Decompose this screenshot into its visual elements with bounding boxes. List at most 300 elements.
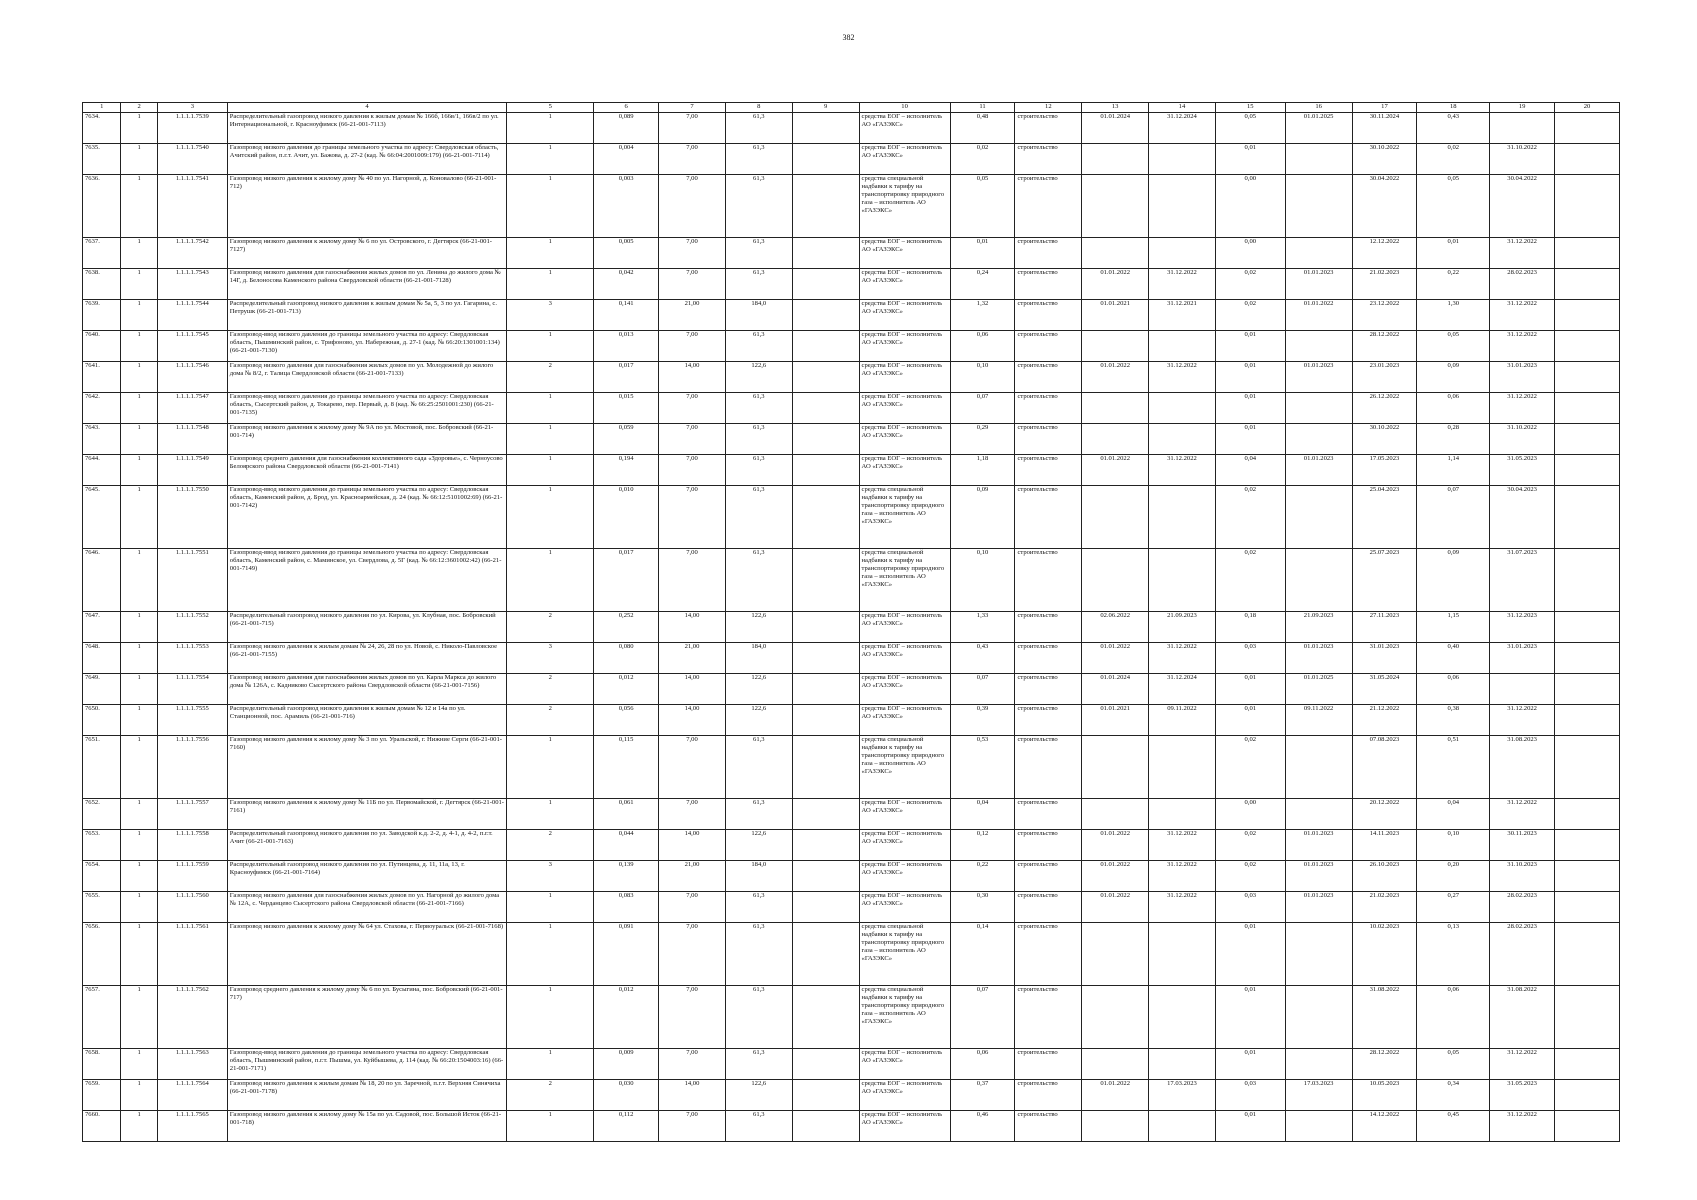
cell-object-code: 1.1.1.1.7540 — [157, 144, 227, 175]
cell-col-19: 31.12.2022 — [1490, 331, 1555, 362]
cell-col-5: 1 — [507, 424, 594, 455]
cell-col-16 — [1285, 986, 1352, 1049]
cell-col-8: 61,3 — [725, 486, 792, 549]
cell-row-number: 7657. — [83, 986, 121, 1049]
column-header: 9 — [792, 103, 859, 113]
cell-col-9 — [792, 1049, 859, 1080]
cell-col-8: 61,3 — [725, 1111, 792, 1142]
cell-col-5: 1 — [507, 269, 594, 300]
cell-col-16: 01.01.2023 — [1285, 362, 1352, 393]
cell-col-7: 7,00 — [659, 549, 726, 612]
cell-col-9 — [792, 643, 859, 674]
cell-col-5: 3 — [507, 643, 594, 674]
cell-col-8: 61,3 — [725, 892, 792, 923]
cell-col-14 — [1149, 331, 1216, 362]
cell-col-13 — [1082, 549, 1149, 612]
cell-col-17: 23.12.2022 — [1352, 300, 1417, 331]
table-row — [83, 300, 1620, 331]
cell-col-17: 30.10.2022 — [1352, 144, 1417, 175]
cell-col-11: 0,02 — [950, 144, 1015, 175]
cell-col-9 — [792, 1080, 859, 1111]
cell-object-name: Газопровод низкого давления для газоснабжения жилых домов по ул. Молодежной до жилого дома № 8/2, г. Талица Свердловской области (66-21-001-7133) — [227, 362, 506, 393]
cell-col-2: 1 — [121, 861, 157, 892]
cell-col-17: 21.02.2023 — [1352, 892, 1417, 923]
cell-col-16 — [1285, 923, 1352, 986]
cell-col-17: 21.02.2023 — [1352, 269, 1417, 300]
cell-col-7: 14,00 — [659, 362, 726, 393]
cell-col-5: 2 — [507, 612, 594, 643]
cell-col-18: 0,28 — [1417, 424, 1490, 455]
cell-col-7: 14,00 — [659, 674, 726, 705]
cell-col-8: 61,3 — [725, 175, 792, 238]
cell-col-2: 1 — [121, 549, 157, 612]
cell-col-8: 61,3 — [725, 424, 792, 455]
cell-col-2: 1 — [121, 736, 157, 799]
cell-col-20 — [1555, 113, 1620, 144]
cell-col-20 — [1555, 892, 1620, 923]
cell-col-20 — [1555, 674, 1620, 705]
cell-col-19: 31.12.2022 — [1490, 1049, 1555, 1080]
cell-col-6: 0,252 — [594, 612, 659, 643]
cell-col-19: 31.08.2023 — [1490, 736, 1555, 799]
column-header: 8 — [725, 103, 792, 113]
cell-col-8: 61,3 — [725, 144, 792, 175]
cell-col-20 — [1555, 830, 1620, 861]
cell-funding-source: средства специальной надбавки к тарифу на транспортировку природного газа – исполнитель АО «ГАЗЭКС» — [859, 923, 950, 986]
cell-col-8: 61,3 — [725, 269, 792, 300]
cell-row-number: 7641. — [83, 362, 121, 393]
cell-col-17: 14.12.2022 — [1352, 1111, 1417, 1142]
cell-col-15: 0,02 — [1215, 549, 1285, 612]
cell-work-type: строительство — [1015, 424, 1082, 455]
cell-col-8: 184,0 — [725, 861, 792, 892]
cell-col-20 — [1555, 736, 1620, 799]
cell-col-2: 1 — [121, 238, 157, 269]
cell-col-13 — [1082, 486, 1149, 549]
cell-col-8: 61,3 — [725, 455, 792, 486]
cell-col-18: 0,22 — [1417, 269, 1490, 300]
cell-col-6: 0,089 — [594, 113, 659, 144]
cell-col-18: 0,06 — [1417, 674, 1490, 705]
cell-col-11: 0,07 — [950, 986, 1015, 1049]
cell-col-11: 0,10 — [950, 362, 1015, 393]
cell-object-code: 1.1.1.1.7549 — [157, 455, 227, 486]
cell-col-20 — [1555, 300, 1620, 331]
cell-object-name: Газопровод низкого давления к жилым домам № 24, 26, 28 по ул. Новой, с. Николо-Павловское (66-21-001-7155) — [227, 643, 506, 674]
cell-col-18: 0,27 — [1417, 892, 1490, 923]
cell-col-11: 0,04 — [950, 799, 1015, 830]
cell-col-7: 7,00 — [659, 393, 726, 424]
cell-col-20 — [1555, 455, 1620, 486]
cell-col-8: 122,6 — [725, 362, 792, 393]
cell-row-number: 7636. — [83, 175, 121, 238]
cell-col-15: 0,01 — [1215, 393, 1285, 424]
cell-col-11: 0,39 — [950, 705, 1015, 736]
cell-col-9 — [792, 861, 859, 892]
cell-col-18: 0,06 — [1417, 986, 1490, 1049]
cell-col-7: 14,00 — [659, 612, 726, 643]
cell-col-16 — [1285, 486, 1352, 549]
cell-work-type: строительство — [1015, 612, 1082, 643]
cell-col-13: 02.06.2022 — [1082, 612, 1149, 643]
cell-col-16: 17.03.2023 — [1285, 1080, 1352, 1111]
cell-work-type: строительство — [1015, 923, 1082, 986]
cell-col-7: 7,00 — [659, 424, 726, 455]
cell-col-2: 1 — [121, 799, 157, 830]
cell-col-14 — [1149, 175, 1216, 238]
cell-col-5: 1 — [507, 799, 594, 830]
cell-col-18: 0,02 — [1417, 144, 1490, 175]
cell-work-type: строительство — [1015, 300, 1082, 331]
cell-col-19: 28.02.2023 — [1490, 892, 1555, 923]
cell-object-name: Газопровод низкого давления к жилым домам № 18, 20 по ул. Заречной, п.г.т. Верхняя Синячиха (66-21-001-7178) — [227, 1080, 506, 1111]
cell-row-number: 7649. — [83, 674, 121, 705]
cell-col-14: 31.12.2022 — [1149, 269, 1216, 300]
cell-col-6: 0,009 — [594, 1049, 659, 1080]
cell-object-name: Газопровод-ввод низкого давления до границы земельного участка по адресу: Свердловская область, Пышминский район, с. Трифоново, ул. Набережная, д. 27-1 (кад. № 66:20:1301001:134) (66-21-001-7130) — [227, 331, 506, 362]
cell-col-16 — [1285, 144, 1352, 175]
cell-col-9 — [792, 923, 859, 986]
cell-col-11: 0,07 — [950, 393, 1015, 424]
cell-col-5: 2 — [507, 1080, 594, 1111]
cell-col-17: 25.07.2023 — [1352, 549, 1417, 612]
cell-col-20 — [1555, 549, 1620, 612]
cell-col-15: 0,01 — [1215, 362, 1285, 393]
cell-col-5: 3 — [507, 861, 594, 892]
cell-funding-source: средства ЕОГ – исполнитель АО «ГАЗЭКС» — [859, 612, 950, 643]
cell-col-7: 7,00 — [659, 175, 726, 238]
cell-row-number: 7658. — [83, 1049, 121, 1080]
cell-col-8: 61,3 — [725, 923, 792, 986]
cell-row-number: 7652. — [83, 799, 121, 830]
cell-col-11: 0,01 — [950, 238, 1015, 269]
cell-col-14: 31.12.2024 — [1149, 674, 1216, 705]
cell-col-11: 0,06 — [950, 1049, 1015, 1080]
cell-col-11: 0,48 — [950, 113, 1015, 144]
cell-col-19: 31.10.2022 — [1490, 144, 1555, 175]
cell-object-name: Газопровод низкого давления к жилому дому № 11Б по ул. Первомайской, г. Дегтярск (66-21-001-7161) — [227, 799, 506, 830]
cell-col-11: 0,46 — [950, 1111, 1015, 1142]
column-header: 20 — [1555, 103, 1620, 113]
cell-col-2: 1 — [121, 331, 157, 362]
cell-work-type: строительство — [1015, 113, 1082, 144]
cell-col-9 — [792, 300, 859, 331]
cell-col-13 — [1082, 393, 1149, 424]
cell-funding-source: средства ЕОГ – исполнитель АО «ГАЗЭКС» — [859, 861, 950, 892]
cell-col-14 — [1149, 393, 1216, 424]
cell-row-number: 7640. — [83, 331, 121, 362]
cell-col-15: 0,02 — [1215, 300, 1285, 331]
cell-col-6: 0,061 — [594, 799, 659, 830]
cell-col-20 — [1555, 331, 1620, 362]
table-row — [83, 486, 1620, 549]
cell-work-type: строительство — [1015, 674, 1082, 705]
column-number-row — [83, 103, 1620, 113]
cell-col-17: 31.08.2022 — [1352, 986, 1417, 1049]
cell-col-9 — [792, 612, 859, 643]
cell-object-name: Распределительный газопровод низкого давления к жилым домам № 5а, 5, 3 по ул. Гагарина, с. Петрушк (66-21-001-713) — [227, 300, 506, 331]
cell-col-16 — [1285, 175, 1352, 238]
cell-col-6: 0,194 — [594, 455, 659, 486]
cell-funding-source: средства ЕОГ – исполнитель АО «ГАЗЭКС» — [859, 113, 950, 144]
cell-col-9 — [792, 549, 859, 612]
cell-col-20 — [1555, 861, 1620, 892]
cell-work-type: строительство — [1015, 705, 1082, 736]
column-header: 17 — [1352, 103, 1417, 113]
cell-object-code: 1.1.1.1.7562 — [157, 986, 227, 1049]
cell-col-8: 61,3 — [725, 1049, 792, 1080]
cell-object-name: Газопровод-ввод низкого давления до границы земельного участка по адресу: Свердловская область, Сысертский район, д. Токарево, пер. Первый, д. 8 (кад. № 66:25:2501001:230) (66-21-001-7135) — [227, 393, 506, 424]
cell-col-2: 1 — [121, 424, 157, 455]
cell-col-14 — [1149, 923, 1216, 986]
cell-col-19 — [1490, 113, 1555, 144]
table-row — [83, 861, 1620, 892]
cell-col-18: 0,13 — [1417, 923, 1490, 986]
cell-col-13 — [1082, 331, 1149, 362]
cell-object-code: 1.1.1.1.7547 — [157, 393, 227, 424]
cell-col-11: 0,10 — [950, 549, 1015, 612]
cell-work-type: строительство — [1015, 269, 1082, 300]
cell-object-code: 1.1.1.1.7554 — [157, 674, 227, 705]
cell-col-18: 0,06 — [1417, 393, 1490, 424]
cell-work-type: строительство — [1015, 362, 1082, 393]
cell-col-5: 2 — [507, 830, 594, 861]
cell-row-number: 7642. — [83, 393, 121, 424]
cell-col-17: 30.10.2022 — [1352, 424, 1417, 455]
cell-col-13: 01.01.2022 — [1082, 643, 1149, 674]
cell-col-13 — [1082, 238, 1149, 269]
cell-col-7: 7,00 — [659, 455, 726, 486]
column-header: 14 — [1149, 103, 1216, 113]
cell-col-2: 1 — [121, 1049, 157, 1080]
cell-col-8: 61,3 — [725, 549, 792, 612]
cell-col-9 — [792, 799, 859, 830]
cell-col-7: 7,00 — [659, 331, 726, 362]
cell-object-code: 1.1.1.1.7561 — [157, 923, 227, 986]
cell-work-type: строительство — [1015, 331, 1082, 362]
cell-col-17: 14.11.2023 — [1352, 830, 1417, 861]
cell-col-18: 1,30 — [1417, 300, 1490, 331]
cell-object-code: 1.1.1.1.7545 — [157, 331, 227, 362]
table-row — [83, 362, 1620, 393]
cell-funding-source: средства специальной надбавки к тарифу на транспортировку природного газа – исполнитель АО «ГАЗЭКС» — [859, 986, 950, 1049]
cell-col-2: 1 — [121, 175, 157, 238]
cell-col-19: 31.10.2023 — [1490, 861, 1555, 892]
cell-col-2: 1 — [121, 455, 157, 486]
cell-col-20 — [1555, 986, 1620, 1049]
cell-col-19 — [1490, 674, 1555, 705]
cell-col-15: 0,01 — [1215, 424, 1285, 455]
cell-col-16 — [1285, 1049, 1352, 1080]
cell-col-5: 1 — [507, 1049, 594, 1080]
cell-col-18: 1,15 — [1417, 612, 1490, 643]
cell-col-11: 0,14 — [950, 923, 1015, 986]
cell-col-20 — [1555, 362, 1620, 393]
cell-col-9 — [792, 830, 859, 861]
cell-col-17: 07.08.2023 — [1352, 736, 1417, 799]
cell-col-18: 0,38 — [1417, 705, 1490, 736]
cell-col-2: 1 — [121, 486, 157, 549]
cell-col-18: 0,04 — [1417, 799, 1490, 830]
cell-col-19: 31.05.2023 — [1490, 1080, 1555, 1111]
table-row — [83, 549, 1620, 612]
column-header: 10 — [859, 103, 950, 113]
cell-col-20 — [1555, 269, 1620, 300]
cell-col-11: 0,29 — [950, 424, 1015, 455]
cell-object-code: 1.1.1.1.7546 — [157, 362, 227, 393]
cell-funding-source: средства ЕОГ – исполнитель АО «ГАЗЭКС» — [859, 331, 950, 362]
cell-col-2: 1 — [121, 986, 157, 1049]
cell-object-name: Газопровод-ввод низкого давления до границы земельного участка по адресу: Свердловская область, Каменский район, д. Брод, ул. Красноармейская, д. 24 (кад. № 66:12:5101002:69) (66-21-001-7142) — [227, 486, 506, 549]
table-row — [83, 923, 1620, 986]
column-header: 19 — [1490, 103, 1555, 113]
cell-funding-source: средства ЕОГ – исполнитель АО «ГАЗЭКС» — [859, 799, 950, 830]
cell-col-14: 31.12.2021 — [1149, 300, 1216, 331]
cell-col-7: 7,00 — [659, 986, 726, 1049]
cell-object-name: Распределительный газопровод низкого давления к жилым домам № 12 и 14а по ул. Станционной, пос. Арамиль (66-21-001-716) — [227, 705, 506, 736]
cell-col-19: 30.04.2022 — [1490, 175, 1555, 238]
cell-col-7: 7,00 — [659, 144, 726, 175]
cell-col-19: 31.01.2023 — [1490, 643, 1555, 674]
cell-col-2: 1 — [121, 269, 157, 300]
cell-col-6: 0,139 — [594, 861, 659, 892]
cell-col-6: 0,042 — [594, 269, 659, 300]
cell-funding-source: средства специальной надбавки к тарифу на транспортировку природного газа – исполнитель АО «ГАЗЭКС» — [859, 736, 950, 799]
cell-col-9 — [792, 144, 859, 175]
cell-col-13 — [1082, 175, 1149, 238]
cell-col-13: 01.01.2022 — [1082, 861, 1149, 892]
cell-object-code: 1.1.1.1.7563 — [157, 1049, 227, 1080]
cell-col-15: 0,01 — [1215, 923, 1285, 986]
cell-col-14: 31.12.2022 — [1149, 861, 1216, 892]
cell-col-5: 2 — [507, 674, 594, 705]
cell-col-13: 01.01.2024 — [1082, 113, 1149, 144]
cell-col-16 — [1285, 424, 1352, 455]
cell-object-name: Газопровод низкого давления до границы земельного участка по адресу: Свердловская область, Ачитский район, п.г.т. Ачит, ул. Бажова, д. 27-2 (кад. № 66:04:2001009:179) (66-21-001-7114) — [227, 144, 506, 175]
cell-col-9 — [792, 1111, 859, 1142]
table-row — [83, 830, 1620, 861]
cell-col-7: 14,00 — [659, 1080, 726, 1111]
cell-col-5: 1 — [507, 986, 594, 1049]
cell-col-9 — [792, 986, 859, 1049]
cell-col-14: 31.12.2024 — [1149, 113, 1216, 144]
cell-object-name: Распределительный газопровод низкого давления по ул. Кирова, ул. Клубная, пос. Бобровский (66-21-001-715) — [227, 612, 506, 643]
cell-funding-source: средства ЕОГ – исполнитель АО «ГАЗЭКС» — [859, 144, 950, 175]
cell-col-18: 0,09 — [1417, 362, 1490, 393]
cell-object-code: 1.1.1.1.7542 — [157, 238, 227, 269]
cell-col-19: 31.07.2023 — [1490, 549, 1555, 612]
cell-work-type: строительство — [1015, 986, 1082, 1049]
cell-object-name: Газопровод низкого давления к жилому дому № 9А по ул. Мостовой, пос. Бобровский (66-21-001-714) — [227, 424, 506, 455]
cell-col-9 — [792, 238, 859, 269]
cell-col-2: 1 — [121, 892, 157, 923]
cell-col-9 — [792, 892, 859, 923]
cell-col-17: 21.12.2022 — [1352, 705, 1417, 736]
cell-col-9 — [792, 113, 859, 144]
cell-work-type: строительство — [1015, 892, 1082, 923]
cell-object-name: Газопровод низкого давления для газоснабжения жилых домов по ул. Карла Маркса до жилого дома № 126А, с. Кадниково Сысертского района Свердловской области (66-21-001-7156) — [227, 674, 506, 705]
cell-work-type: строительство — [1015, 144, 1082, 175]
cell-col-20 — [1555, 643, 1620, 674]
cell-col-18: 0,10 — [1417, 830, 1490, 861]
cell-col-7: 7,00 — [659, 269, 726, 300]
cell-col-15: 0,01 — [1215, 331, 1285, 362]
cell-col-20 — [1555, 705, 1620, 736]
cell-col-2: 1 — [121, 1111, 157, 1142]
cell-row-number: 7638. — [83, 269, 121, 300]
cell-col-8: 61,3 — [725, 238, 792, 269]
cell-col-7: 21,00 — [659, 300, 726, 331]
cell-funding-source: средства специальной надбавки к тарифу на транспортировку природного газа – исполнитель АО «ГАЗЭКС» — [859, 175, 950, 238]
column-header: 7 — [659, 103, 726, 113]
cell-col-13: 01.01.2022 — [1082, 455, 1149, 486]
cell-col-19: 31.12.2022 — [1490, 238, 1555, 269]
cell-col-7: 14,00 — [659, 705, 726, 736]
cell-col-6: 0,056 — [594, 705, 659, 736]
cell-object-name: Распределительный газопровод низкого давления к жилым домам № 166б, 166в/1, 166в/2 по ул. Интернациональной, г. Красноуфимск (66-21-001-7113) — [227, 113, 506, 144]
cell-col-18: 0,07 — [1417, 486, 1490, 549]
cell-col-5: 1 — [507, 144, 594, 175]
cell-col-13 — [1082, 1049, 1149, 1080]
cell-col-15: 0,02 — [1215, 486, 1285, 549]
cell-col-15: 0,03 — [1215, 892, 1285, 923]
cell-col-7: 21,00 — [659, 861, 726, 892]
cell-object-name: Газопровод среднего давления для газоснабжения коллективного сада «Здоровье», с. Черноусово Белоярского района Свердловской области (66-21-001-7141) — [227, 455, 506, 486]
cell-object-name: Газопровод-ввод низкого давления до границы земельного участка по адресу: Свердловская область, Каменский район, с. Маминское, ул. Свердлова, д. 5Г (кад. № 66:12:3601002:42) (66-21-001-7149) — [227, 549, 506, 612]
cell-col-6: 0,091 — [594, 923, 659, 986]
cell-col-18: 0,20 — [1417, 861, 1490, 892]
cell-col-18: 0,34 — [1417, 1080, 1490, 1111]
cell-object-name: Газопровод среднего давления к жилому дому № 6 по ул. Бусыгина, пос. Бобровский (66-21-001-717) — [227, 986, 506, 1049]
column-header: 13 — [1082, 103, 1149, 113]
cell-col-14 — [1149, 986, 1216, 1049]
cell-col-11: 0,53 — [950, 736, 1015, 799]
cell-row-number: 7650. — [83, 705, 121, 736]
cell-funding-source: средства ЕОГ – исполнитель АО «ГАЗЭКС» — [859, 892, 950, 923]
cell-col-20 — [1555, 799, 1620, 830]
cell-col-15: 0,02 — [1215, 830, 1285, 861]
cell-col-14: 31.12.2022 — [1149, 830, 1216, 861]
cell-col-20 — [1555, 612, 1620, 643]
cell-object-code: 1.1.1.1.7560 — [157, 892, 227, 923]
cell-col-6: 0,059 — [594, 424, 659, 455]
cell-col-14 — [1149, 144, 1216, 175]
cell-object-name: Газопровод низкого давления для газоснабжения жилых домов по ул. Нагорной до жилого дома № 12А, с. Черданцево Сысертского района Свердловской области (66-21-001-7166) — [227, 892, 506, 923]
cell-col-16: 09.11.2022 — [1285, 705, 1352, 736]
column-header: 4 — [227, 103, 506, 113]
cell-row-number: 7637. — [83, 238, 121, 269]
cell-object-name: Газопровод низкого давления для газоснабжения жилых домов по ул. Ленина до жилого дома № 14Г, д. Белоносова Каменского района Свердловской области (66-21-001-7128) — [227, 269, 506, 300]
cell-col-18: 1,14 — [1417, 455, 1490, 486]
cell-col-6: 0,141 — [594, 300, 659, 331]
cell-col-9 — [792, 486, 859, 549]
cell-col-16 — [1285, 331, 1352, 362]
cell-col-17: 30.11.2024 — [1352, 113, 1417, 144]
cell-col-14 — [1149, 238, 1216, 269]
cell-col-16: 01.01.2025 — [1285, 674, 1352, 705]
cell-col-13: 01.01.2024 — [1082, 674, 1149, 705]
cell-col-13 — [1082, 144, 1149, 175]
cell-col-8: 61,3 — [725, 113, 792, 144]
cell-col-14: 31.12.2022 — [1149, 892, 1216, 923]
cell-col-13 — [1082, 986, 1149, 1049]
table-row — [83, 175, 1620, 238]
cell-col-6: 0,017 — [594, 362, 659, 393]
cell-object-code: 1.1.1.1.7556 — [157, 736, 227, 799]
cell-row-number: 7634. — [83, 113, 121, 144]
cell-col-19: 31.12.2023 — [1490, 612, 1555, 643]
table-row — [83, 269, 1620, 300]
